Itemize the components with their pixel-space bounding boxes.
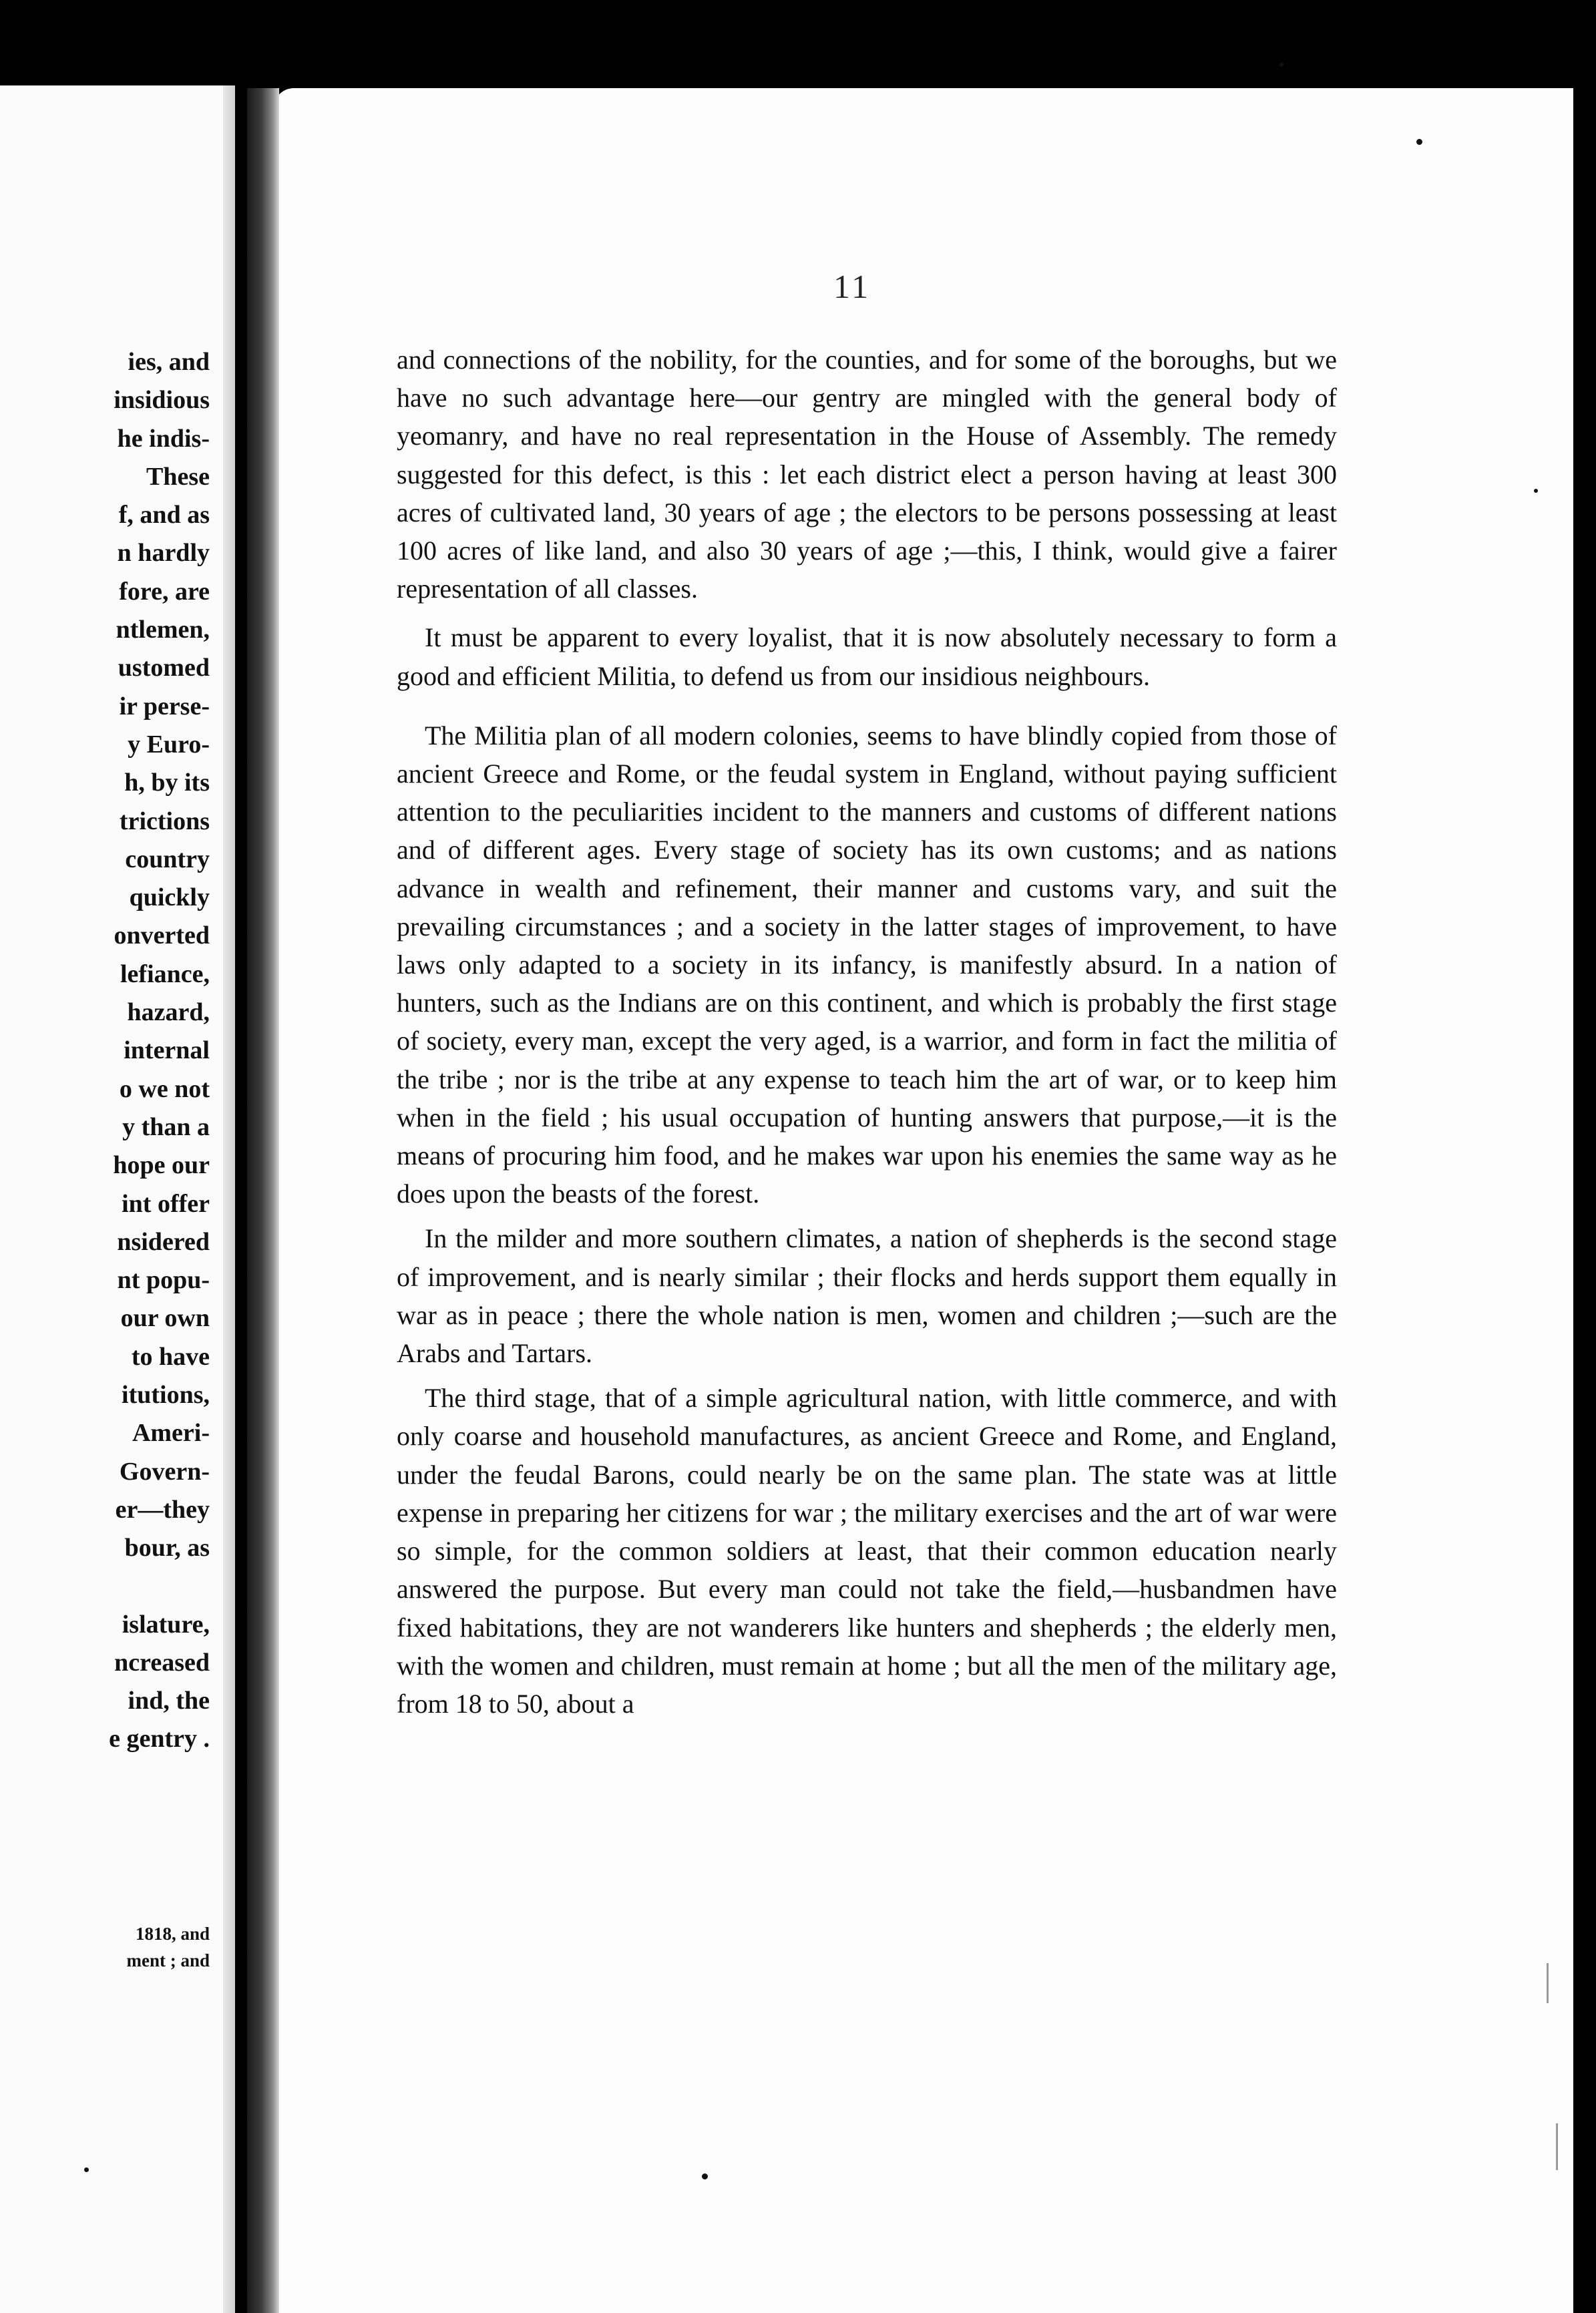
paragraph: It must be apparent to every loyalist, that it is now absolutely necessary to form a good and efficient Militia, to defend us from our insidious neighbours. bbox=[397, 622, 1337, 691]
scan-mark bbox=[1556, 2123, 1558, 2170]
paragraph: The third stage, that of a simple agricultural nation, with little commerce, and with only coarse and household manufactures, as ancient Greece and Rome, and England, under the feudal Barons, could nearly be on the same plan. The state was at little expense in preparing her citizens for war ; the military exercises and the art of war were so simple, for the common soldiers at least, that their common education nearly answered the purpose. But every man could not take the field,—husbandmen have fixed habitations, they are not wanderers like hunters and shepherds ; the elderly men, with the women and children, must remain at home ; but all the men of the military age, from 18 to 50, about a bbox=[397, 1383, 1337, 1719]
fragment-line: ies, and bbox=[128, 348, 210, 376]
fragment-line: hazard, bbox=[127, 998, 210, 1027]
previous-page-footnote bbox=[126, 1920, 210, 1974]
page-edge bbox=[223, 85, 235, 2313]
fragment-line: fore, are bbox=[119, 577, 210, 606]
fragment-line: country bbox=[125, 845, 210, 873]
fragment-line: h, by its bbox=[124, 769, 210, 797]
fragment-line: er—they bbox=[115, 1495, 210, 1524]
fragment-line: n hardly bbox=[117, 539, 210, 568]
fragment-line: onverted bbox=[114, 921, 210, 950]
paragraph: The Militia plan of all modern colonies, seems to have blindly copied from those of ancient Greece and Rome, or the feudal system in England, without paying sufficient attention to the peculiarities incident to the manners and customs of different nations and of different ages. Every stage of society has its own customs; and as nations advance in wealth and refinement, their manner and customs vary, and suit the prevailing circumstances ; and a society in the latter stages of improvement, to have laws only adapted to a society in its infancy, is manifestly absurd. In a nation of hunters, such as the Indians are on this continent, and which is probably the first stage of society, every man, except the very aged, is a warrior, and form in fact the militia of the tribe ; nor is the tribe at any expense to teach him the art of war, or to keep him when in the field ; his usual occupation of hunting answers that purpose,—it is the means of procuring him food, and he makes war upon his enemies the same way as he does upon the beasts of the forest. bbox=[397, 720, 1337, 1209]
scan-speck bbox=[702, 2173, 708, 2179]
fragment-line: Govern- bbox=[119, 1457, 210, 1486]
fragment-line: nt popu- bbox=[117, 1266, 210, 1295]
fragment-line: islature, bbox=[122, 1610, 210, 1639]
fragment-line: int offer bbox=[122, 1189, 210, 1218]
fragment-line: insidious bbox=[114, 386, 210, 415]
page-edge-right bbox=[1573, 79, 1596, 2313]
gutter bbox=[235, 85, 247, 2313]
fragment-line: hope our bbox=[113, 1151, 210, 1180]
fragment-line: ustomed bbox=[118, 654, 210, 682]
page-number: 11 bbox=[833, 268, 871, 305]
fragment-line: quickly bbox=[129, 883, 210, 912]
fragment-line: our own bbox=[120, 1304, 210, 1333]
fragment-line: Ameri- bbox=[132, 1419, 210, 1448]
fragment-line: he indis- bbox=[117, 424, 210, 453]
fragment-line: lefiance, bbox=[120, 960, 210, 988]
fragment-line: ncreased bbox=[114, 1648, 210, 1677]
fragment-line: o we not bbox=[119, 1074, 210, 1103]
paragraph: In the milder and more southern climates, a nation of shepherds is the second stage of improvement, and is nearly similar ; their flocks and herds support them equally in war as in peace ; there the whole nation is men, women and children ;—such are the Arabs and Tartars. bbox=[397, 1223, 1337, 1369]
scan-speck bbox=[1279, 63, 1283, 67]
fragment-line: f, and as bbox=[118, 501, 210, 530]
fragment-line: y Euro- bbox=[128, 730, 210, 759]
paragraph: and connections of the nobility, for the counties, and for some of the boroughs, but we have no such advantage here—our gentry are mingled with the general body of yeomanry, and have no real representation in the House of Assembly. The remedy suggested for this defect, is this : let each district elect a person having at least 300 acres of cultivated land, 30 years of age ; the electors to be persons possessing at least 100 acres of like land, and also 30 years of age ;—this, I think, would give a fairer representation of all classes. bbox=[397, 345, 1337, 604]
fragment-line: ntlemen, bbox=[116, 616, 210, 644]
scan-mark bbox=[1547, 1963, 1549, 2003]
fragment-line: ir perse- bbox=[119, 692, 210, 720]
paragraph-gap bbox=[109, 1568, 210, 1606]
fragment-line: trictions bbox=[119, 807, 210, 835]
scan-speck bbox=[1534, 489, 1538, 493]
scan-speck bbox=[1416, 139, 1422, 145]
previous-page-text bbox=[109, 343, 210, 1759]
fragment-line: itutions, bbox=[122, 1381, 210, 1410]
footnote-line: ment ; and bbox=[126, 1950, 210, 1970]
page-body bbox=[397, 341, 1337, 1723]
previous-page-fragment bbox=[0, 85, 235, 2313]
binding-shadow bbox=[247, 88, 279, 2313]
fragment-line: internal bbox=[124, 1036, 210, 1065]
fragment-line: y than a bbox=[122, 1112, 210, 1141]
fragment-line: bour, as bbox=[124, 1534, 210, 1562]
fragment-line: nsidered bbox=[117, 1227, 210, 1256]
fragment-line: to have bbox=[131, 1342, 210, 1371]
scan-speck bbox=[84, 2167, 89, 2172]
fragment-line: e gentry . bbox=[109, 1725, 210, 1753]
fragment-line: ind, the bbox=[128, 1687, 210, 1715]
fragment-line: These bbox=[146, 462, 210, 491]
footnote-line: 1818, and bbox=[135, 1924, 210, 1944]
